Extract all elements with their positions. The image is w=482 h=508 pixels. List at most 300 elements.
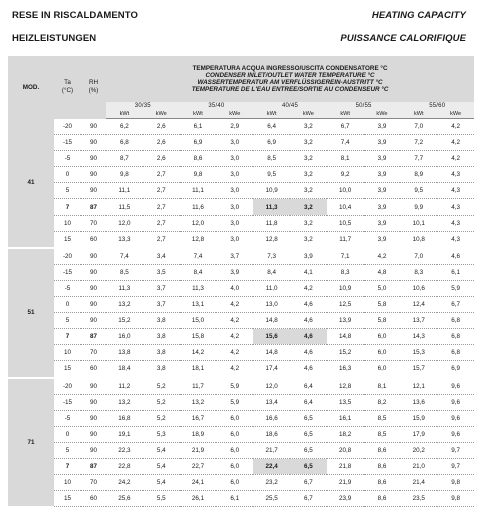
table-row — [8, 248, 474, 265]
kwe-value-cell: 2,6 — [143, 135, 180, 151]
kwt-value-cell: 9,5 — [400, 183, 437, 199]
kwe-value-cell: 4,6 — [290, 313, 327, 329]
unit-kwe: kWe — [364, 110, 401, 119]
kwt-value-cell: 25,6 — [106, 491, 143, 507]
kwe-value-cell: 3,9 — [364, 231, 401, 248]
kwe-value-cell: 8,6 — [364, 458, 401, 474]
ambient-temp-cell: -15 — [54, 394, 81, 410]
kwt-value-cell: 18,1 — [180, 361, 217, 378]
kwt-value-cell: 18,4 — [106, 361, 143, 378]
kwt-value-cell: 11,3 — [106, 280, 143, 296]
kwt-value-cell: 13,3 — [106, 231, 143, 248]
kwt-value-cell: 10,0 — [327, 183, 364, 199]
kwe-value-cell: 5,5 — [143, 491, 180, 507]
ambient-temp-cell: 0 — [54, 426, 81, 442]
kwe-value-cell: 8,1 — [364, 378, 401, 395]
ambient-temp-cell: -15 — [54, 135, 81, 151]
kwt-value-cell: 21,8 — [327, 458, 364, 474]
kwe-value-cell: 2,6 — [143, 151, 180, 167]
kwe-value-cell: 3,7 — [216, 248, 253, 265]
desc-italian: TEMPERATURA ACQUA INGRESSO/USCITA CONDENSATORE °C — [192, 64, 388, 72]
desc-french: TEMPERATURE DE L'EAU ENTREE/SORTIE AU CONDENSEUR °C — [191, 86, 389, 94]
table-row — [8, 135, 474, 151]
table-row — [8, 442, 474, 458]
kwt-value-cell: 6,1 — [180, 119, 217, 135]
kwe-value-cell: 3,9 — [290, 248, 327, 265]
kwe-value-cell: 6,7 — [290, 491, 327, 507]
model-cell: 71 — [8, 378, 54, 507]
kwe-value-cell: 3,9 — [364, 119, 401, 135]
kwe-value-cell: 4,2 — [437, 119, 474, 135]
kwe-value-cell: 3,9 — [364, 151, 401, 167]
title-french: PUISSANCE CALORIFIQUE — [340, 33, 466, 44]
kwe-value-cell: 6,8 — [437, 329, 474, 345]
table-row — [8, 313, 474, 329]
kwt-value-cell: 18,6 — [253, 426, 290, 442]
table-body — [8, 119, 474, 507]
kwe-value-cell: 4,0 — [216, 280, 253, 296]
kwt-value-cell: 21,0 — [400, 458, 437, 474]
unit-kwe: kWe — [216, 110, 253, 119]
kwt-value-cell: 13,7 — [400, 313, 437, 329]
kwt-value-cell: 15,0 — [180, 313, 217, 329]
humidity-cell: 87 — [81, 458, 106, 474]
kwe-value-cell: 6,8 — [437, 345, 474, 361]
kwt-value-cell: 12,8 — [180, 231, 217, 248]
kwt-value-cell: 16,1 — [327, 410, 364, 426]
kwt-value-cell: 9,5 — [253, 167, 290, 183]
kwt-value-cell: 25,5 — [253, 491, 290, 507]
kwt-value-cell: 23,9 — [327, 491, 364, 507]
kwe-value-cell: 5,8 — [364, 297, 401, 313]
kwt-value-cell: 12,0 — [106, 215, 143, 231]
kwt-value-cell: 8,4 — [253, 264, 290, 280]
kwe-value-cell: 8,6 — [364, 442, 401, 458]
kwt-value-cell: 22,7 — [180, 458, 217, 474]
kwe-value-cell: 4,1 — [290, 264, 327, 280]
kwt-value-cell: 12,0 — [180, 215, 217, 231]
kwt-value-cell: 9,8 — [106, 167, 143, 183]
header-rh-label: RH (%) — [88, 79, 99, 95]
kwt-value-cell: 6,9 — [180, 135, 217, 151]
kwe-value-cell: 6,0 — [216, 475, 253, 491]
kwe-value-cell: 6,8 — [437, 313, 474, 329]
kwt-value-cell: 22,3 — [106, 442, 143, 458]
ambient-temp-cell: -20 — [54, 119, 81, 135]
kwe-value-cell: 6,0 — [364, 345, 401, 361]
ambient-temp-cell: 5 — [54, 183, 81, 199]
header-model: MOD. — [8, 56, 54, 119]
humidity-cell: 90 — [81, 119, 106, 135]
kwt-value-cell: 8,1 — [327, 151, 364, 167]
table-row — [8, 231, 474, 248]
kwt-value-cell: 7,0 — [400, 119, 437, 135]
kwe-value-cell: 4,2 — [216, 345, 253, 361]
kwe-value-cell: 5,9 — [216, 378, 253, 395]
ambient-temp-cell: 15 — [54, 231, 81, 248]
kwt-value-cell: 19,1 — [106, 426, 143, 442]
kwe-value-cell: 9,7 — [437, 458, 474, 474]
kwe-value-cell: 3,2 — [290, 199, 327, 215]
kwt-value-cell: 17,9 — [400, 426, 437, 442]
kwt-value-cell: 13,2 — [180, 394, 217, 410]
kwe-value-cell: 6,5 — [290, 442, 327, 458]
kwt-value-cell: 7,2 — [400, 135, 437, 151]
range-header-3: 50/55 — [327, 102, 401, 110]
unit-kwe: kWe — [437, 110, 474, 119]
kwe-value-cell: 8,6 — [364, 491, 401, 507]
model-cell: 51 — [8, 248, 54, 378]
kwt-value-cell: 9,9 — [400, 199, 437, 215]
kwt-value-cell: 16,3 — [327, 361, 364, 378]
table-row — [8, 297, 474, 313]
kwt-value-cell: 14,8 — [253, 345, 290, 361]
table-row — [8, 491, 474, 507]
kwt-value-cell: 7,4 — [180, 248, 217, 265]
kwe-value-cell: 4,2 — [290, 280, 327, 296]
kwt-value-cell: 9,8 — [180, 167, 217, 183]
kwe-value-cell: 4,6 — [437, 248, 474, 265]
humidity-cell: 90 — [81, 135, 106, 151]
kwt-value-cell: 13,5 — [327, 394, 364, 410]
kwe-value-cell: 9,7 — [437, 442, 474, 458]
kwt-value-cell: 8,3 — [327, 264, 364, 280]
table-row — [8, 345, 474, 361]
kwe-value-cell: 3,2 — [290, 119, 327, 135]
table-row — [8, 378, 474, 395]
ambient-temp-cell: -5 — [54, 410, 81, 426]
kwt-value-cell: 13,4 — [253, 394, 290, 410]
kwt-value-cell: 10,4 — [327, 199, 364, 215]
kwe-value-cell: 4,2 — [437, 135, 474, 151]
kwe-value-cell: 6,9 — [437, 361, 474, 378]
kwe-value-cell: 3,9 — [364, 167, 401, 183]
kwt-value-cell: 6,8 — [106, 135, 143, 151]
humidity-cell: 90 — [81, 410, 106, 426]
kwe-value-cell: 9,8 — [437, 475, 474, 491]
table-row — [8, 167, 474, 183]
kwe-value-cell: 8,5 — [364, 410, 401, 426]
unit-kwe: kWe — [290, 110, 327, 119]
kwe-value-cell: 6,0 — [216, 458, 253, 474]
kwt-value-cell: 11,7 — [327, 231, 364, 248]
humidity-cell: 87 — [81, 199, 106, 215]
kwt-value-cell: 14,2 — [180, 345, 217, 361]
kwe-value-cell: 6,0 — [216, 410, 253, 426]
kwe-value-cell: 3,8 — [143, 329, 180, 345]
header-ta-label: Ta (°C) — [61, 79, 74, 95]
table-row — [8, 151, 474, 167]
kwe-value-cell: 2,7 — [143, 167, 180, 183]
kwt-value-cell: 18,9 — [180, 426, 217, 442]
model-cell: 41 — [8, 119, 54, 248]
kwt-value-cell: 11,5 — [106, 199, 143, 215]
kwe-value-cell: 4,6 — [290, 345, 327, 361]
kwe-value-cell: 5,2 — [143, 410, 180, 426]
ambient-temp-cell: -20 — [54, 248, 81, 265]
kwe-value-cell: 4,2 — [216, 297, 253, 313]
kwt-value-cell: 8,9 — [400, 167, 437, 183]
kwt-value-cell: 10,5 — [327, 215, 364, 231]
ambient-temp-cell: 15 — [54, 491, 81, 507]
kwe-value-cell: 4,2 — [216, 361, 253, 378]
kwe-value-cell: 5,9 — [216, 394, 253, 410]
kwt-value-cell: 13,2 — [106, 297, 143, 313]
kwe-value-cell: 3,5 — [143, 264, 180, 280]
kwe-value-cell: 6,1 — [437, 264, 474, 280]
kwe-value-cell: 2,7 — [143, 183, 180, 199]
kwt-value-cell: 11,2 — [106, 378, 143, 395]
kwt-value-cell: 15,6 — [253, 329, 290, 345]
kwe-value-cell: 3,0 — [216, 215, 253, 231]
kwe-value-cell: 2,7 — [143, 215, 180, 231]
humidity-cell: 87 — [81, 329, 106, 345]
kwt-value-cell: 11,8 — [253, 215, 290, 231]
humidity-cell: 90 — [81, 167, 106, 183]
kwe-value-cell: 8,2 — [364, 394, 401, 410]
humidity-cell: 90 — [81, 378, 106, 395]
kwt-value-cell: 16,6 — [253, 410, 290, 426]
kwe-value-cell: 3,8 — [143, 361, 180, 378]
table-row — [8, 394, 474, 410]
humidity-cell: 90 — [81, 394, 106, 410]
kwt-value-cell: 12,8 — [327, 378, 364, 395]
kwt-value-cell: 15,7 — [400, 361, 437, 378]
kwt-value-cell: 13,0 — [253, 297, 290, 313]
kwe-value-cell: 4,3 — [437, 183, 474, 199]
kwt-value-cell: 14,8 — [327, 329, 364, 345]
kwe-value-cell: 9,6 — [437, 394, 474, 410]
kwt-value-cell: 12,1 — [400, 378, 437, 395]
kwt-value-cell: 6,9 — [253, 135, 290, 151]
humidity-cell: 90 — [81, 183, 106, 199]
kwe-value-cell: 3,0 — [216, 135, 253, 151]
humidity-cell: 60 — [81, 231, 106, 248]
kwe-value-cell: 3,2 — [290, 151, 327, 167]
kwt-value-cell: 10,9 — [327, 280, 364, 296]
range-header-1: 35/40 — [180, 102, 254, 110]
kwe-value-cell: 8,5 — [364, 426, 401, 442]
kwe-value-cell: 9,6 — [437, 426, 474, 442]
kwt-value-cell: 24,2 — [106, 475, 143, 491]
kwe-value-cell: 3,2 — [290, 183, 327, 199]
unit-kwt: kWt — [106, 110, 143, 119]
kwe-value-cell: 4,2 — [364, 248, 401, 265]
ambient-temp-cell: 10 — [54, 475, 81, 491]
table-row — [8, 199, 474, 215]
kwe-value-cell: 4,3 — [437, 167, 474, 183]
kwt-value-cell: 17,4 — [253, 361, 290, 378]
humidity-cell: 60 — [81, 361, 106, 378]
kwe-value-cell: 4,3 — [437, 231, 474, 248]
kwt-value-cell: 8,4 — [180, 264, 217, 280]
title-italian: RESE IN RISCALDAMENTO — [12, 10, 138, 21]
kwt-value-cell: 6,2 — [106, 119, 143, 135]
kwt-value-cell: 10,1 — [400, 215, 437, 231]
kwt-value-cell: 13,9 — [327, 313, 364, 329]
kwe-value-cell: 3,0 — [216, 167, 253, 183]
humidity-cell: 70 — [81, 345, 106, 361]
kwt-value-cell: 20,8 — [327, 442, 364, 458]
table-row — [8, 264, 474, 280]
title-english: HEATING CAPACITY — [371, 10, 466, 21]
kwe-value-cell: 3,2 — [290, 231, 327, 248]
unit-kwt: kWt — [180, 110, 217, 119]
kwe-value-cell: 3,9 — [364, 199, 401, 215]
kwe-value-cell: 3,2 — [290, 167, 327, 183]
kwt-value-cell: 20,2 — [400, 442, 437, 458]
kwt-value-cell: 12,4 — [400, 297, 437, 313]
unit-kwt: kWt — [253, 110, 290, 119]
kwe-value-cell: 3,0 — [216, 199, 253, 215]
table-row — [8, 119, 474, 135]
kwe-value-cell: 3,2 — [290, 135, 327, 151]
ambient-temp-cell: -5 — [54, 280, 81, 296]
kwe-value-cell: 4,2 — [216, 313, 253, 329]
humidity-cell: 90 — [81, 442, 106, 458]
kwt-value-cell: 15,2 — [327, 345, 364, 361]
kwt-value-cell: 11,3 — [253, 199, 290, 215]
ambient-temp-cell: 10 — [54, 215, 81, 231]
kwt-value-cell: 14,3 — [400, 329, 437, 345]
kwt-value-cell: 18,2 — [327, 426, 364, 442]
kwt-value-cell: 10,9 — [253, 183, 290, 199]
kwt-value-cell: 13,1 — [180, 297, 217, 313]
kwe-value-cell: 4,6 — [290, 361, 327, 378]
kwt-value-cell: 21,9 — [180, 442, 217, 458]
table-row — [8, 475, 474, 491]
kwt-value-cell: 9,2 — [327, 167, 364, 183]
kwe-value-cell: 5,0 — [364, 280, 401, 296]
kwt-value-cell: 6,7 — [327, 119, 364, 135]
kwt-value-cell: 7,4 — [106, 248, 143, 265]
kwt-value-cell: 12,8 — [253, 231, 290, 248]
kwe-value-cell: 6,1 — [216, 491, 253, 507]
kwt-value-cell: 7,3 — [253, 248, 290, 265]
kwt-value-cell: 7,4 — [327, 135, 364, 151]
humidity-cell: 60 — [81, 491, 106, 507]
table-row — [8, 329, 474, 345]
kwt-value-cell: 16,8 — [106, 410, 143, 426]
ambient-temp-cell: 7 — [54, 199, 81, 215]
kwe-value-cell: 2,6 — [143, 119, 180, 135]
kwt-value-cell: 15,9 — [400, 410, 437, 426]
kwt-value-cell: 10,8 — [400, 231, 437, 248]
kwt-value-cell: 23,5 — [400, 491, 437, 507]
kwe-value-cell: 3,9 — [364, 135, 401, 151]
humidity-cell: 90 — [81, 313, 106, 329]
kwt-value-cell: 13,6 — [400, 394, 437, 410]
kwt-value-cell: 16,7 — [180, 410, 217, 426]
kwt-value-cell: 15,8 — [180, 329, 217, 345]
kwe-value-cell: 2,7 — [143, 199, 180, 215]
kwe-value-cell: 3,9 — [216, 264, 253, 280]
kwt-value-cell: 26,1 — [180, 491, 217, 507]
kwe-value-cell: 5,8 — [364, 313, 401, 329]
kwt-value-cell: 13,8 — [106, 345, 143, 361]
kwt-value-cell: 22,4 — [253, 458, 290, 474]
kwt-value-cell: 15,2 — [106, 313, 143, 329]
kwt-value-cell: 7,0 — [400, 248, 437, 265]
humidity-cell: 90 — [81, 297, 106, 313]
desc-english: CONDENSER INLET/OUTLET WATER TEMPERATURE °C — [205, 71, 375, 79]
kwe-value-cell: 9,6 — [437, 410, 474, 426]
kwe-value-cell: 5,4 — [143, 458, 180, 474]
kwt-value-cell: 8,6 — [180, 151, 217, 167]
kwt-value-cell: 7,1 — [327, 248, 364, 265]
kwe-value-cell: 6,4 — [290, 378, 327, 395]
kwe-value-cell: 6,0 — [364, 361, 401, 378]
kwe-value-cell: 5,3 — [143, 426, 180, 442]
kwe-value-cell: 6,5 — [290, 410, 327, 426]
kwe-value-cell: 3,7 — [143, 280, 180, 296]
kwe-value-cell: 4,2 — [437, 151, 474, 167]
kwt-value-cell: 15,3 — [400, 345, 437, 361]
kwe-value-cell: 4,8 — [364, 264, 401, 280]
kwe-value-cell: 3,2 — [290, 215, 327, 231]
ambient-temp-cell: 10 — [54, 345, 81, 361]
kwt-value-cell: 7,7 — [400, 151, 437, 167]
humidity-cell: 70 — [81, 215, 106, 231]
kwe-value-cell: 6,0 — [216, 442, 253, 458]
kwe-value-cell: 9,6 — [437, 378, 474, 395]
humidity-cell: 70 — [81, 475, 106, 491]
header-ambient-temp — [54, 56, 81, 119]
table-row — [8, 361, 474, 378]
kwt-value-cell: 13,2 — [106, 394, 143, 410]
kwe-value-cell: 4,2 — [216, 329, 253, 345]
table-row — [8, 410, 474, 426]
ambient-temp-cell: 0 — [54, 297, 81, 313]
desc-german: WASSERTEMPERATUR AM VERFLÜSSIGEREIN-AUSTRITT °C — [197, 79, 383, 86]
kwe-value-cell: 4,3 — [437, 199, 474, 215]
kwe-value-cell: 6,0 — [364, 329, 401, 345]
kwe-value-cell: 6,5 — [290, 426, 327, 442]
kwe-value-cell: 3,0 — [216, 151, 253, 167]
kwe-value-cell: 3,8 — [143, 345, 180, 361]
kwt-value-cell: 11,0 — [253, 280, 290, 296]
ambient-temp-cell: 7 — [54, 329, 81, 345]
unit-kwt: kWt — [400, 110, 437, 119]
kwe-value-cell: 6,7 — [437, 297, 474, 313]
kwe-value-cell: 3,4 — [143, 248, 180, 265]
kwt-value-cell: 10,6 — [400, 280, 437, 296]
kwt-value-cell: 11,7 — [180, 378, 217, 395]
ambient-temp-cell: 7 — [54, 458, 81, 474]
kwt-value-cell: 23,2 — [253, 475, 290, 491]
kwt-value-cell: 8,3 — [400, 264, 437, 280]
ambient-temp-cell: 5 — [54, 442, 81, 458]
kwe-value-cell: 2,9 — [216, 119, 253, 135]
kwe-value-cell: 5,9 — [437, 280, 474, 296]
table-row — [8, 280, 474, 296]
table-row — [8, 426, 474, 442]
heating-capacity-table — [8, 56, 474, 508]
unit-kwe: kWe — [143, 110, 180, 119]
kwe-value-cell: 6,7 — [290, 475, 327, 491]
kwe-value-cell: 6,4 — [290, 394, 327, 410]
kwt-value-cell: 11,1 — [180, 183, 217, 199]
kwe-value-cell: 5,2 — [143, 378, 180, 395]
kwt-value-cell: 21,4 — [400, 475, 437, 491]
kwe-value-cell: 9,8 — [437, 491, 474, 507]
kwt-value-cell: 14,8 — [253, 313, 290, 329]
kwt-value-cell: 24,1 — [180, 475, 217, 491]
range-header-2: 40/45 — [253, 102, 327, 110]
header-relative-humidity — [81, 56, 106, 119]
table-row — [8, 458, 474, 474]
table-row — [8, 183, 474, 199]
